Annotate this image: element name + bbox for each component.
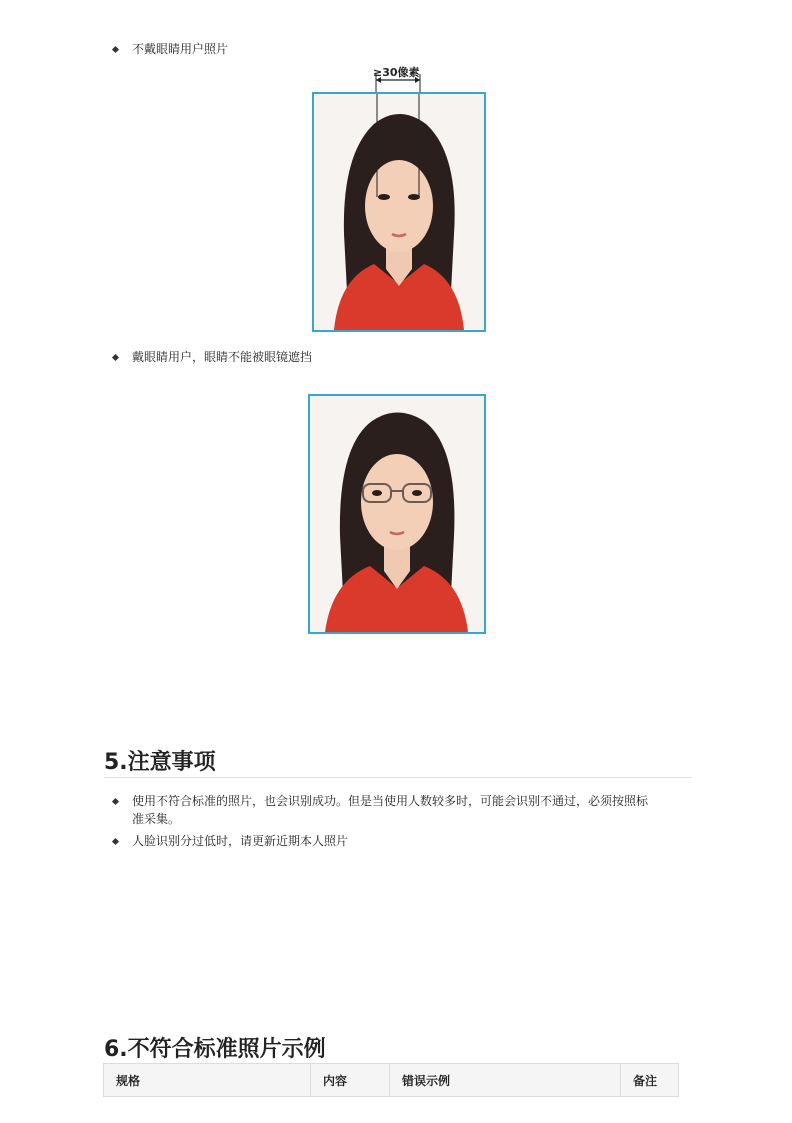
measure-label: ≥30像素	[373, 66, 420, 79]
bullet-text-notice-2: 人脸识别分过低时，请更新近期本人照片	[132, 834, 349, 848]
list-item	[116, 792, 676, 828]
bullet-text-notice-1-cont: 准采集。	[132, 812, 181, 826]
list-item	[116, 348, 676, 366]
list-item	[116, 40, 676, 58]
table-header-remarks: 备注	[621, 1064, 679, 1097]
heading-divider	[104, 777, 692, 778]
photo-with-glasses	[308, 394, 486, 634]
portrait-icon	[314, 94, 484, 330]
section-heading-6: 6.不符合标准照片示例	[104, 1037, 326, 1062]
list-item	[116, 832, 676, 850]
table-header-spec: 规格	[104, 1064, 311, 1097]
section-heading-5: 5.注意事项	[104, 750, 216, 775]
photo-no-glasses	[312, 92, 486, 332]
bullet-text-glasses: 戴眼睛用户，眼睛不能被眼镜遮挡	[132, 350, 313, 364]
bullet-text-notice-1: 使用不符合标准的照片，也会识别成功。但是当使用人数较多时，可能会识别不通过，必须按照标	[132, 794, 649, 808]
bullet-text-no-glasses: 不戴眼睛用户照片	[132, 42, 229, 56]
example-table	[103, 1063, 679, 1097]
table-header-content: 内容	[311, 1064, 390, 1097]
table-header-wrong-example: 错误示例	[390, 1064, 621, 1097]
portrait-glasses-icon	[310, 396, 484, 632]
table-header-row	[104, 1064, 679, 1097]
